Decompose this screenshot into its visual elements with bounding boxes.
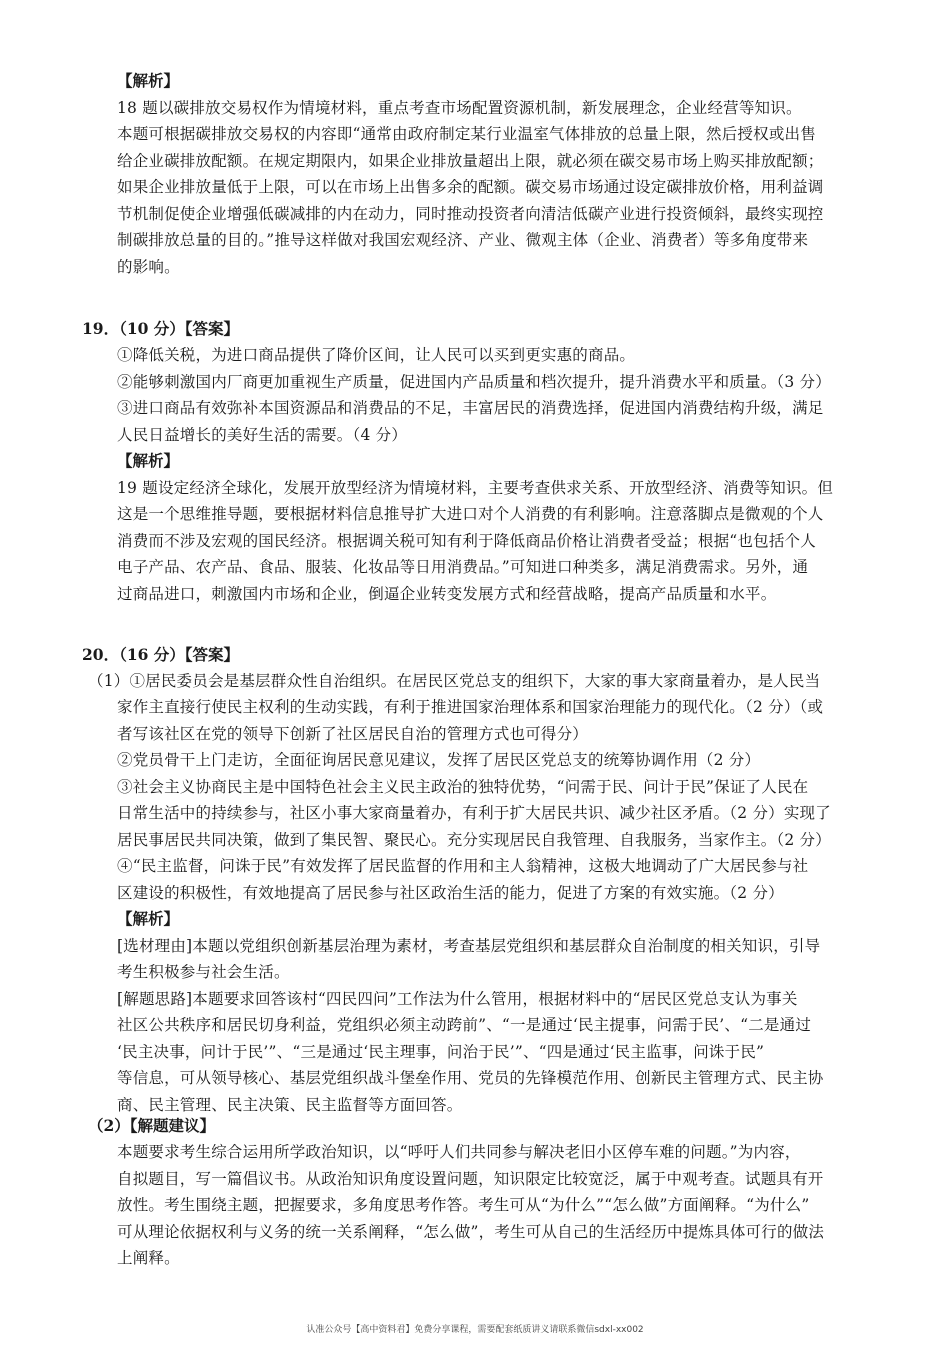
q19-answers bbox=[117, 342, 833, 607]
q18-analysis-line: 的影响。 bbox=[117, 257, 180, 276]
q20-analysis-line: 等信息，可从领导核心、基层党组织战斗堡垒作用、党员的先锋模范作用、创新民主管理方式、民主协 bbox=[117, 1069, 824, 1087]
q20-part2-line: 可从理论依据权利与义务的统一关系阐释，“怎么做”，考生可从自己的生活经历中提炼具体可行的做法 bbox=[117, 1222, 825, 1241]
q18-analysis bbox=[117, 68, 824, 280]
q18-analysis-line: 18 题以碳排放交易权作为情境材料，重点考查市场配置资源机制，新发展理念，企业经营等知识。 bbox=[117, 98, 802, 117]
q20-part1-line: ④“民主监督，问诛于民”有效发挥了居民监督的作用和主人翁精神，这极大地调动了广大居民参与社 bbox=[117, 857, 809, 875]
q18-analysis-line: 给企业碳排放配额。在规定期限内，如果企业排放量超出上限，就必须在碳交易市场上购买排放配额； bbox=[117, 151, 824, 170]
q20-analysis-header: 【解析】 bbox=[117, 909, 180, 928]
q18-analysis-line: 节机制促使企业增强低碳减排的内在动力，同时推动投资者向清洁低碳产业进行投资倾斜，最终实现控 bbox=[117, 204, 824, 223]
q20-analysis-line: 商、民主管理、民主决策、民主监督等方面回答。 bbox=[117, 1095, 463, 1114]
q18-analysis-line: 如果企业排放量低于上限，可以在市场上出售多余的配额。碳交易市场通过设定碳排放价格，用利益调 bbox=[117, 178, 824, 196]
q18-analysis-line: 本题可根据碳排放交易权的内容即“通常由政府制定某行业温室气体排放的总量上限，然后授权或出售 bbox=[117, 125, 816, 143]
q19-answer-line: 人民日益增长的美好生活的需要。（4 分） bbox=[117, 425, 408, 444]
q20-part2-header: （2）【解题建议】 bbox=[88, 1116, 216, 1135]
q20-part1-line: 者写该社区在党的领导下创新了社区居民自治的管理方式也可得分） bbox=[117, 724, 589, 743]
q19-analysis-line: 电子产品、农产品、食品、服装、化妆品等日用消费品。”可知进口种类多，满足消费需求。另外，通 bbox=[117, 558, 809, 576]
q20-part1-line: ②党员骨干上门走访，全面征询居民意见建议，发挥了居民区党总支的统筹协调作用（2 分） bbox=[117, 751, 761, 769]
q20-part1-line: （1）①居民委员会是基层群众性自治组织。在居民区党总支的组织下，大家的事大家商量着办，是人民当 bbox=[88, 672, 821, 690]
q19-answer-line: ①降低关税，为进口商品提供了降价区间，让人民可以买到更实惠的商品。 bbox=[117, 346, 636, 364]
q20-analysis-line: ‘民主决事，问计于民’”、“三是通过‘民主理事，问治于民’”、“四是通过‘民主监事，问诛于民” bbox=[117, 1042, 765, 1061]
q20-title: 20．（16 分）【答案】 bbox=[82, 645, 240, 664]
page-footer: 认准公众号【高中资料君】免费分享课程，需要配套纸质讲义请联系微信sdxl-xx002 bbox=[306, 1325, 644, 1335]
q20-part2 bbox=[117, 1139, 824, 1272]
q20-part2-header-block bbox=[88, 1113, 215, 1140]
q19-answer-line: ③进口商品有效弥补本国资源品和消费品的不足，丰富居民的消费选择，促进国内消费结构升级，满足 bbox=[117, 399, 824, 417]
q19-analysis-line: 这是一个思维推导题，要根据材料信息推导扩大进口对个人消费的有利影响。注意落脚点是微观的个人 bbox=[117, 505, 824, 523]
q20-part2-line: 自拟题目，写一篇倡议书。从政治知识角度设置问题，知识限定比较宽泛，属于中观考查。试题具有开 bbox=[117, 1169, 824, 1188]
q20-part1-cont bbox=[117, 694, 831, 1118]
q20-part2-line: 放性。考生围绕主题，把握要求，多角度思考作答。考生可从“为什么”“怎么做”方面阐释。“为什么” bbox=[117, 1196, 810, 1214]
q20-part2-line: 上阐释。 bbox=[117, 1249, 180, 1267]
q18-analysis-header: 【解析】 bbox=[117, 71, 180, 90]
q20-part1-line: ③社会主义协商民主是中国特色社会主义民主政治的独特优势，“问需于民、问计于民”保证了人民在 bbox=[117, 777, 809, 796]
q20-part2-line: 本题要求考生综合运用所学政治知识，以“呼吁人们共同参与解决老旧小区停车难的问题。”为内容， bbox=[117, 1143, 801, 1161]
q19-analysis-header: 【解析】 bbox=[117, 451, 180, 470]
q20-part1-line: 区建设的积极性，有效地提高了居民参与社区政治生活的能力，促进了方案的有效实施。（2 分） bbox=[117, 883, 784, 902]
q19-title: 19．（10 分）【答案】 bbox=[82, 319, 240, 338]
q20-part1 bbox=[88, 668, 820, 695]
q20-part1-line: 居民事居民共同决策，做到了集民智、聚民心。充分实现居民自我管理、自我服务，当家作主。（2 分） bbox=[117, 830, 831, 849]
q19-analysis-line: 过商品进口，刺激国内市场和企业，倒逼企业转变发展方式和经营战略，提高产品质量和水平。 bbox=[117, 584, 777, 603]
q20-part1-line: 日常生活中的持续参与，社区小事大家商量着办，有利于扩大居民共识、减少社区矛盾。（2 分）实现了 bbox=[117, 804, 831, 822]
q20-analysis-line: [选材理由]本题以党组织创新基层治理为素材，考查基层党组织和基层群众自治制度的相关知识，引导 bbox=[117, 936, 821, 955]
q20-part1-line: 家作主直接行使民主权利的生动实践，有利于推进国家治理体系和国家治理能力的现代化。（2 分）（或 bbox=[117, 698, 824, 716]
q18-analysis-line: 制碳排放总量的目的。”推导这样做对我国宏观经济、产业、微观主体（企业、消费者）等多角度带来 bbox=[117, 231, 809, 249]
q20-analysis-line: 考生积极参与社会生活。 bbox=[117, 963, 290, 981]
q19-analysis-line: 消费而不涉及宏观的国民经济。根据调关税可知有利于降低商品价格让消费者受益；根据“也包括个人 bbox=[117, 531, 816, 550]
q19-answer-line: ②能够刺激国内厂商更加重视生产质量，促进国内产品质量和档次提升，提升消费水平和质量。（3 分） bbox=[117, 372, 831, 391]
q19-analysis-line: 19 题设定经济全球化，发展开放型经济为情境材料，主要考查供求关系、开放型经济、消费等知识。但 bbox=[117, 478, 834, 497]
q20-analysis-line: [解题思路]本题要求回答该村“四民四问”工作法为什么管用，根据材料中的“居民区党总支认为事关 bbox=[117, 989, 798, 1008]
q20-analysis-line: 社区公共秩序和居民切身利益，党组织必须主动跨前”、“一是通过‘民主提事，问需于民’、“二是通过 bbox=[117, 1016, 812, 1034]
